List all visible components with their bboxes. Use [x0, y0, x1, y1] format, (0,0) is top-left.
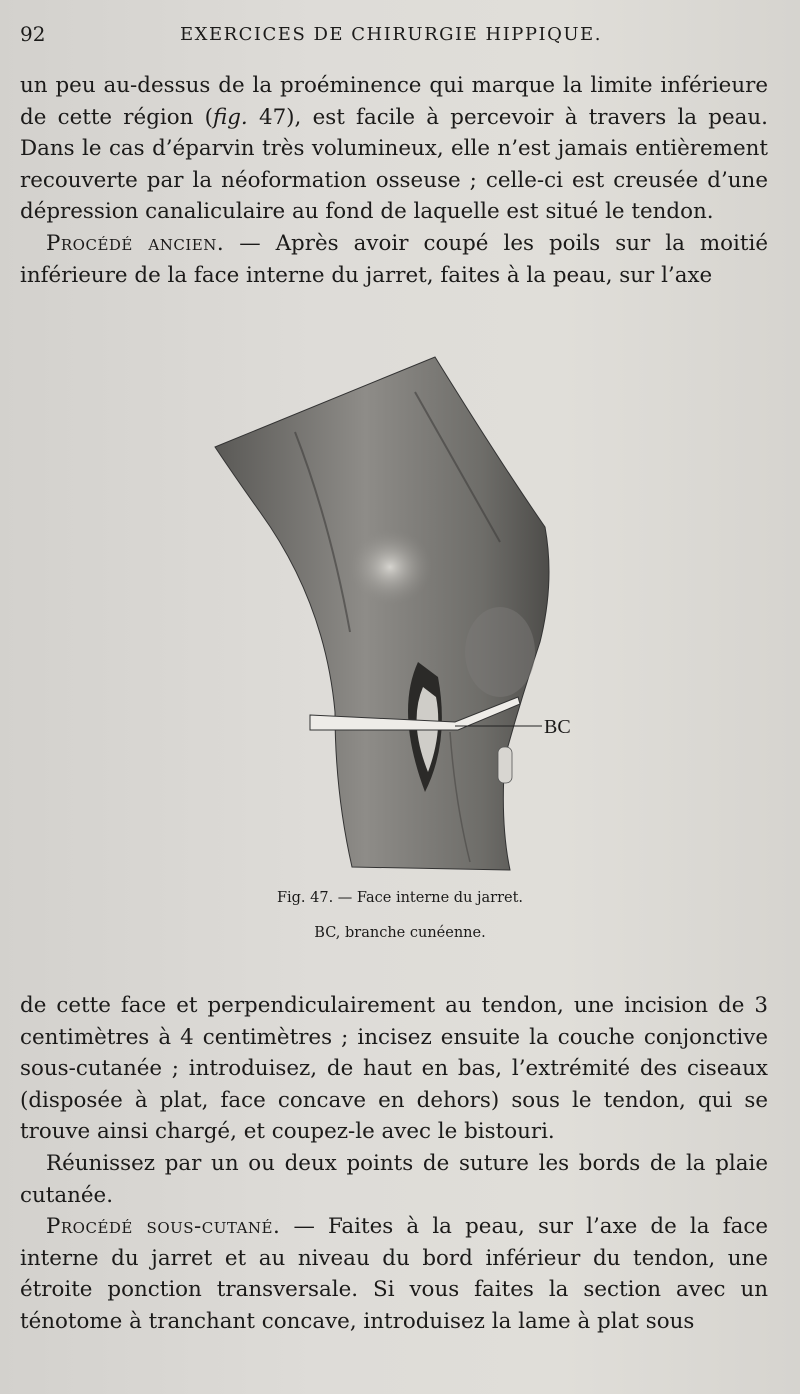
paragraph: Réunissez par un ou deux points de suture les bords de la plaie cutanée. [20, 1150, 768, 1208]
paragraph-text: — Après avoir coupé les poils sur la moitié inférieure de la face interne du jarret, faites à la peau, sur l’axe [20, 230, 768, 288]
figure-label: BC [544, 716, 571, 738]
paragraph [20, 228, 768, 291]
leg-drawing [215, 357, 549, 870]
paragraph [20, 1211, 768, 1337]
section-heading: Procédé ancien. [46, 230, 225, 256]
skin-highlight [498, 747, 512, 783]
paragraph [20, 70, 768, 228]
page-number: 92 [20, 22, 46, 46]
hock-illustration [200, 352, 600, 877]
text-block-bottom [20, 990, 768, 1338]
running-head: EXERCICES DE CHIRURGIE HIPPIQUE. [180, 24, 602, 45]
figure-legend: BC, branche cunéenne. [314, 925, 486, 941]
paragraph-text: un peu au-dessus de la proéminence qui marque la limite inférieure de cette région ( [20, 73, 768, 130]
paragraph: de cette face et perpendiculairement au tendon, une incision de 3 centimètres à 4 centimètres ; incisez ensuite la couche conjonctive sous-cutanée ; introduisez, de haut en bas, l’extrémité des ciseaux (disposée à plat, face concave en dehors) sous le tendon, qui se trouve ainsi chargé, et coupez-le avec le bistouri. [20, 993, 768, 1145]
paragraph-text: 47), est facile à percevoir à travers la peau. Dans le cas d’éparvin très volumineux, elle n’est jamais entièrement recouverte par la néoformation osseuse ; celle-ci est creusée d’une dépression canaliculaire au fond de laquelle est situé le tendon. [20, 104, 768, 225]
paragraph-text: — Faites à la peau, sur l’axe de la face interne du jarret et au niveau du bord inférieur du tendon, une étroite ponction transversale. Si vous faites la section avec un ténotome à tranchant concave, introduisez la lame à plat sous [20, 1214, 768, 1334]
page-header [0, 18, 800, 54]
text-block-top [20, 70, 768, 291]
section-heading: Procédé sous-cutané. [46, 1214, 281, 1240]
figure-caption: Fig. 47. — Face interne du jarret. [276, 890, 524, 906]
figure-reference: fig. [212, 104, 248, 130]
